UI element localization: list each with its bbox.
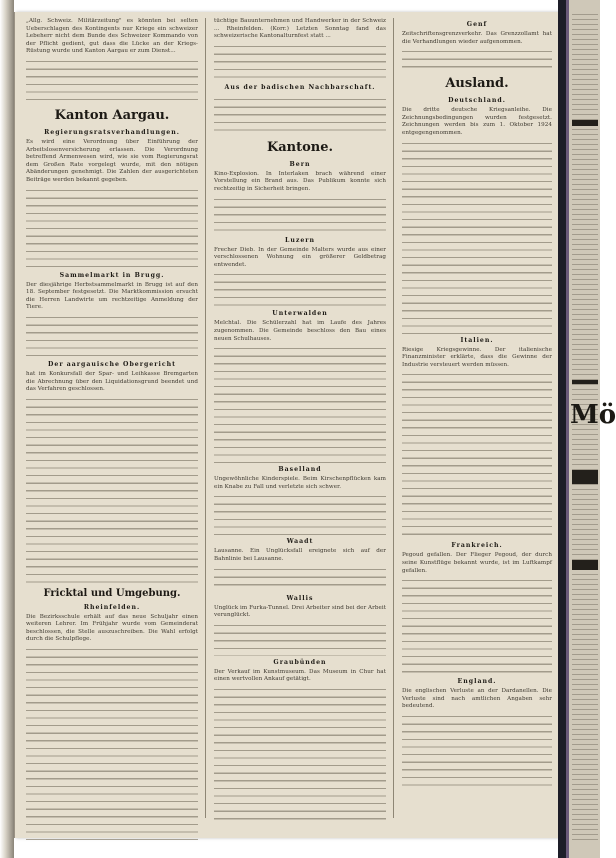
c3-genf-text: Zeitschriftensgrenzverkehr. Das Grenzzollamt hat die Verhandlungen wieder aufgenommen. <box>402 31 552 45</box>
c1-filler <box>26 185 198 269</box>
c3-filler <box>402 575 552 675</box>
c2-luzern-text: Frecher Dieb. In der Gemeinde Malters wurde aus einer verschlossenen Wohnung ein größerer Geldbetrag entwendet. <box>214 246 386 268</box>
c3-genf: Genf <box>466 21 488 28</box>
next-page-block <box>572 560 598 570</box>
c2-waadt: Waadt <box>286 538 314 546</box>
next-page-edge <box>558 0 616 858</box>
c2-luzern: Luzern <box>284 236 316 244</box>
next-page-block <box>572 470 598 484</box>
c3-filler <box>402 138 552 334</box>
c3-fr: Frankreich. <box>451 542 503 550</box>
c3-fr-text: Pegoud gefallen. Der Flieger Pegoud, der durch seine Kunstflüge bekannt wurde, ist im Luftkampf gefallen. <box>402 552 552 574</box>
section-title-fricktal: Fricktal und Umgebung. <box>43 587 181 599</box>
c3-de: Deutschland. <box>448 97 506 105</box>
c1-para3: hat im Konkursfall der Spar- und Leihkasse Bremgarten die Abrechnung über den Liquidationsgrund beendet und das Verfahren geschlossen. <box>26 370 198 393</box>
next-page-rule <box>572 380 598 384</box>
c2-unterwalden-text: Melchtal. Die Schülerzahl hat im Laufe des Jahres zugenommen. Die Gemeinde beschloss den Bau eines neuen Schulhauses. <box>214 320 386 342</box>
c3-de-text: Die dritte deutsche Kriegsanleihe. Die Zeichnungsbedingungen wurden festgesetzt. Zeichnungen werden bis zum 1. Oktober 1924 entgegengenommen. <box>402 107 552 136</box>
book-spine <box>0 0 14 858</box>
c3-filler <box>402 711 552 791</box>
section-title-aargau: Kanton Aargau. <box>54 107 170 123</box>
c2-filler <box>214 194 386 234</box>
next-page-headline: Mö <box>570 400 616 430</box>
c1-para4-head: Rheinfelden. <box>83 603 141 611</box>
c2-filler <box>214 491 386 535</box>
next-page-rule <box>572 120 598 126</box>
c1-filler <box>26 644 198 844</box>
column-rule-1 <box>205 18 206 818</box>
c2-section-baden: Aus der badischen Nachbarschaft. <box>224 83 376 91</box>
binding-strip-accent <box>566 0 569 858</box>
c2-filler <box>214 41 386 81</box>
c2-graub: Graubünden <box>273 658 327 666</box>
c1-para2-head: Sammelmarkt in Brugg. <box>59 271 165 279</box>
c3-filler <box>402 369 552 539</box>
c2-bern-text: Kino-Explosion. In Interlaken brach während einer Vorstellung ein Brand aus. Das Publikum konnte sich rechtzeitig in Sicherheit bringen. <box>214 170 386 192</box>
c1-filler <box>26 394 198 584</box>
column-rule-2 <box>393 18 394 818</box>
c2-filler <box>214 684 386 824</box>
c3-en: England. <box>457 678 497 686</box>
c2-filler <box>214 564 386 592</box>
binding-strip <box>558 0 566 858</box>
c1-filler <box>26 312 198 358</box>
c1-para1: Es wird eine Verordnung über Einführung der Arbeitslosenversicherung erlassen. Die Verordnung betreffend Armenwesen wird, wie sie vom Regierungsrat dem Großen Rate vorgelegt wurde, mit den nötigen Abänderungen genehmigt. Die Zahlen der ausgerichteten Beiträge werden bekannt gegeben. <box>26 138 198 183</box>
c2-intro: tüchtige Bauunternehmen und Handwerker in der Schweiz ... Rheinfelden. (Korr.) Letzten Sonntag fand das schweizerische Kantonalturnfest statt ... <box>214 18 386 40</box>
c1-intro: „Allg. Schweiz. Militärzeitung" es könnten bei selten Ueberschlagen des Kontingents nur Kriege ein schweizer Lebeherr nicht dem Bunde des Schweizer Kommando von der Pflicht gedient, gut dass die Lücke an der Kriegs-Rüstung wurde und Kanton Aargau er zum Dienst... <box>26 18 198 55</box>
c2-basel: Baselland <box>278 466 322 474</box>
c3-filler <box>402 46 552 70</box>
c2-waadt-text: Lausanne. Ein Unglücksfall ereignete sich auf der Bahnlinie bei Lausanne. <box>214 548 386 562</box>
c2-wallis-text: Unglück im Furka-Tunnel. Drei Arbeiter sind bei der Arbeit verunglückt. <box>214 604 386 619</box>
c1-para2: Der diesjährige Herbstsammelmarkt in Brugg ist auf den 18. September festgesetzt. Die Marktkommission ersucht die Herren Landwirte um rechtzeitige Anmeldung der Tiere. <box>26 281 198 311</box>
c2-filler <box>214 269 386 307</box>
column-2 <box>214 18 386 818</box>
column-3 <box>402 18 552 818</box>
c2-wallis: Wallis <box>286 594 314 602</box>
c2-filler <box>214 94 386 134</box>
c2-filler <box>214 620 386 656</box>
c2-unterwalden: Unterwalden <box>272 310 328 318</box>
c2-bern: Bern <box>289 160 311 168</box>
c1-para3-head: Der aargauische Obergericht <box>48 360 176 368</box>
column-1 <box>26 18 198 818</box>
c2-basel-text: Ungewöhnliche Kinderspiele. Beim Kirschenpflücken kam ein Knabe zu Fall und verletzte sich schwer. <box>214 476 386 490</box>
c1-filler <box>26 56 198 102</box>
c3-en-text: Die englischen Verluste an der Dardanellen. Die Verluste sind nach amtlichen Angaben sehr bedeutend. <box>402 688 552 710</box>
c2-graub-text: Der Verkauf im Kunstmuseum. Das Museum in Chur hat einen wertvollen Ankauf getätigt. <box>214 668 386 683</box>
section-title-ausland: Ausland. <box>445 76 509 92</box>
c1-para1-head: Regierungsratsverhandlungen. <box>44 128 180 136</box>
section-title-kantone: Kantone. <box>266 139 334 155</box>
c3-it: Italien. <box>460 336 494 344</box>
c2-filler <box>214 343 386 463</box>
c1-para4: Die Bezirksschule erhält auf das neue Schuljahr einen weiteren Lehrer. Im Frühjahr wurde vom Gemeinderat beschlossen, die Stelle auszuschreiben. Die Wahl erfolgt durch die Schulpflege. <box>26 613 198 643</box>
c3-it-text: Riesige Kriegsgewinne. Der italienische Finanzminister erklärte, dass die Gewinne der Industrie versteuert werden müssen. <box>402 346 552 368</box>
